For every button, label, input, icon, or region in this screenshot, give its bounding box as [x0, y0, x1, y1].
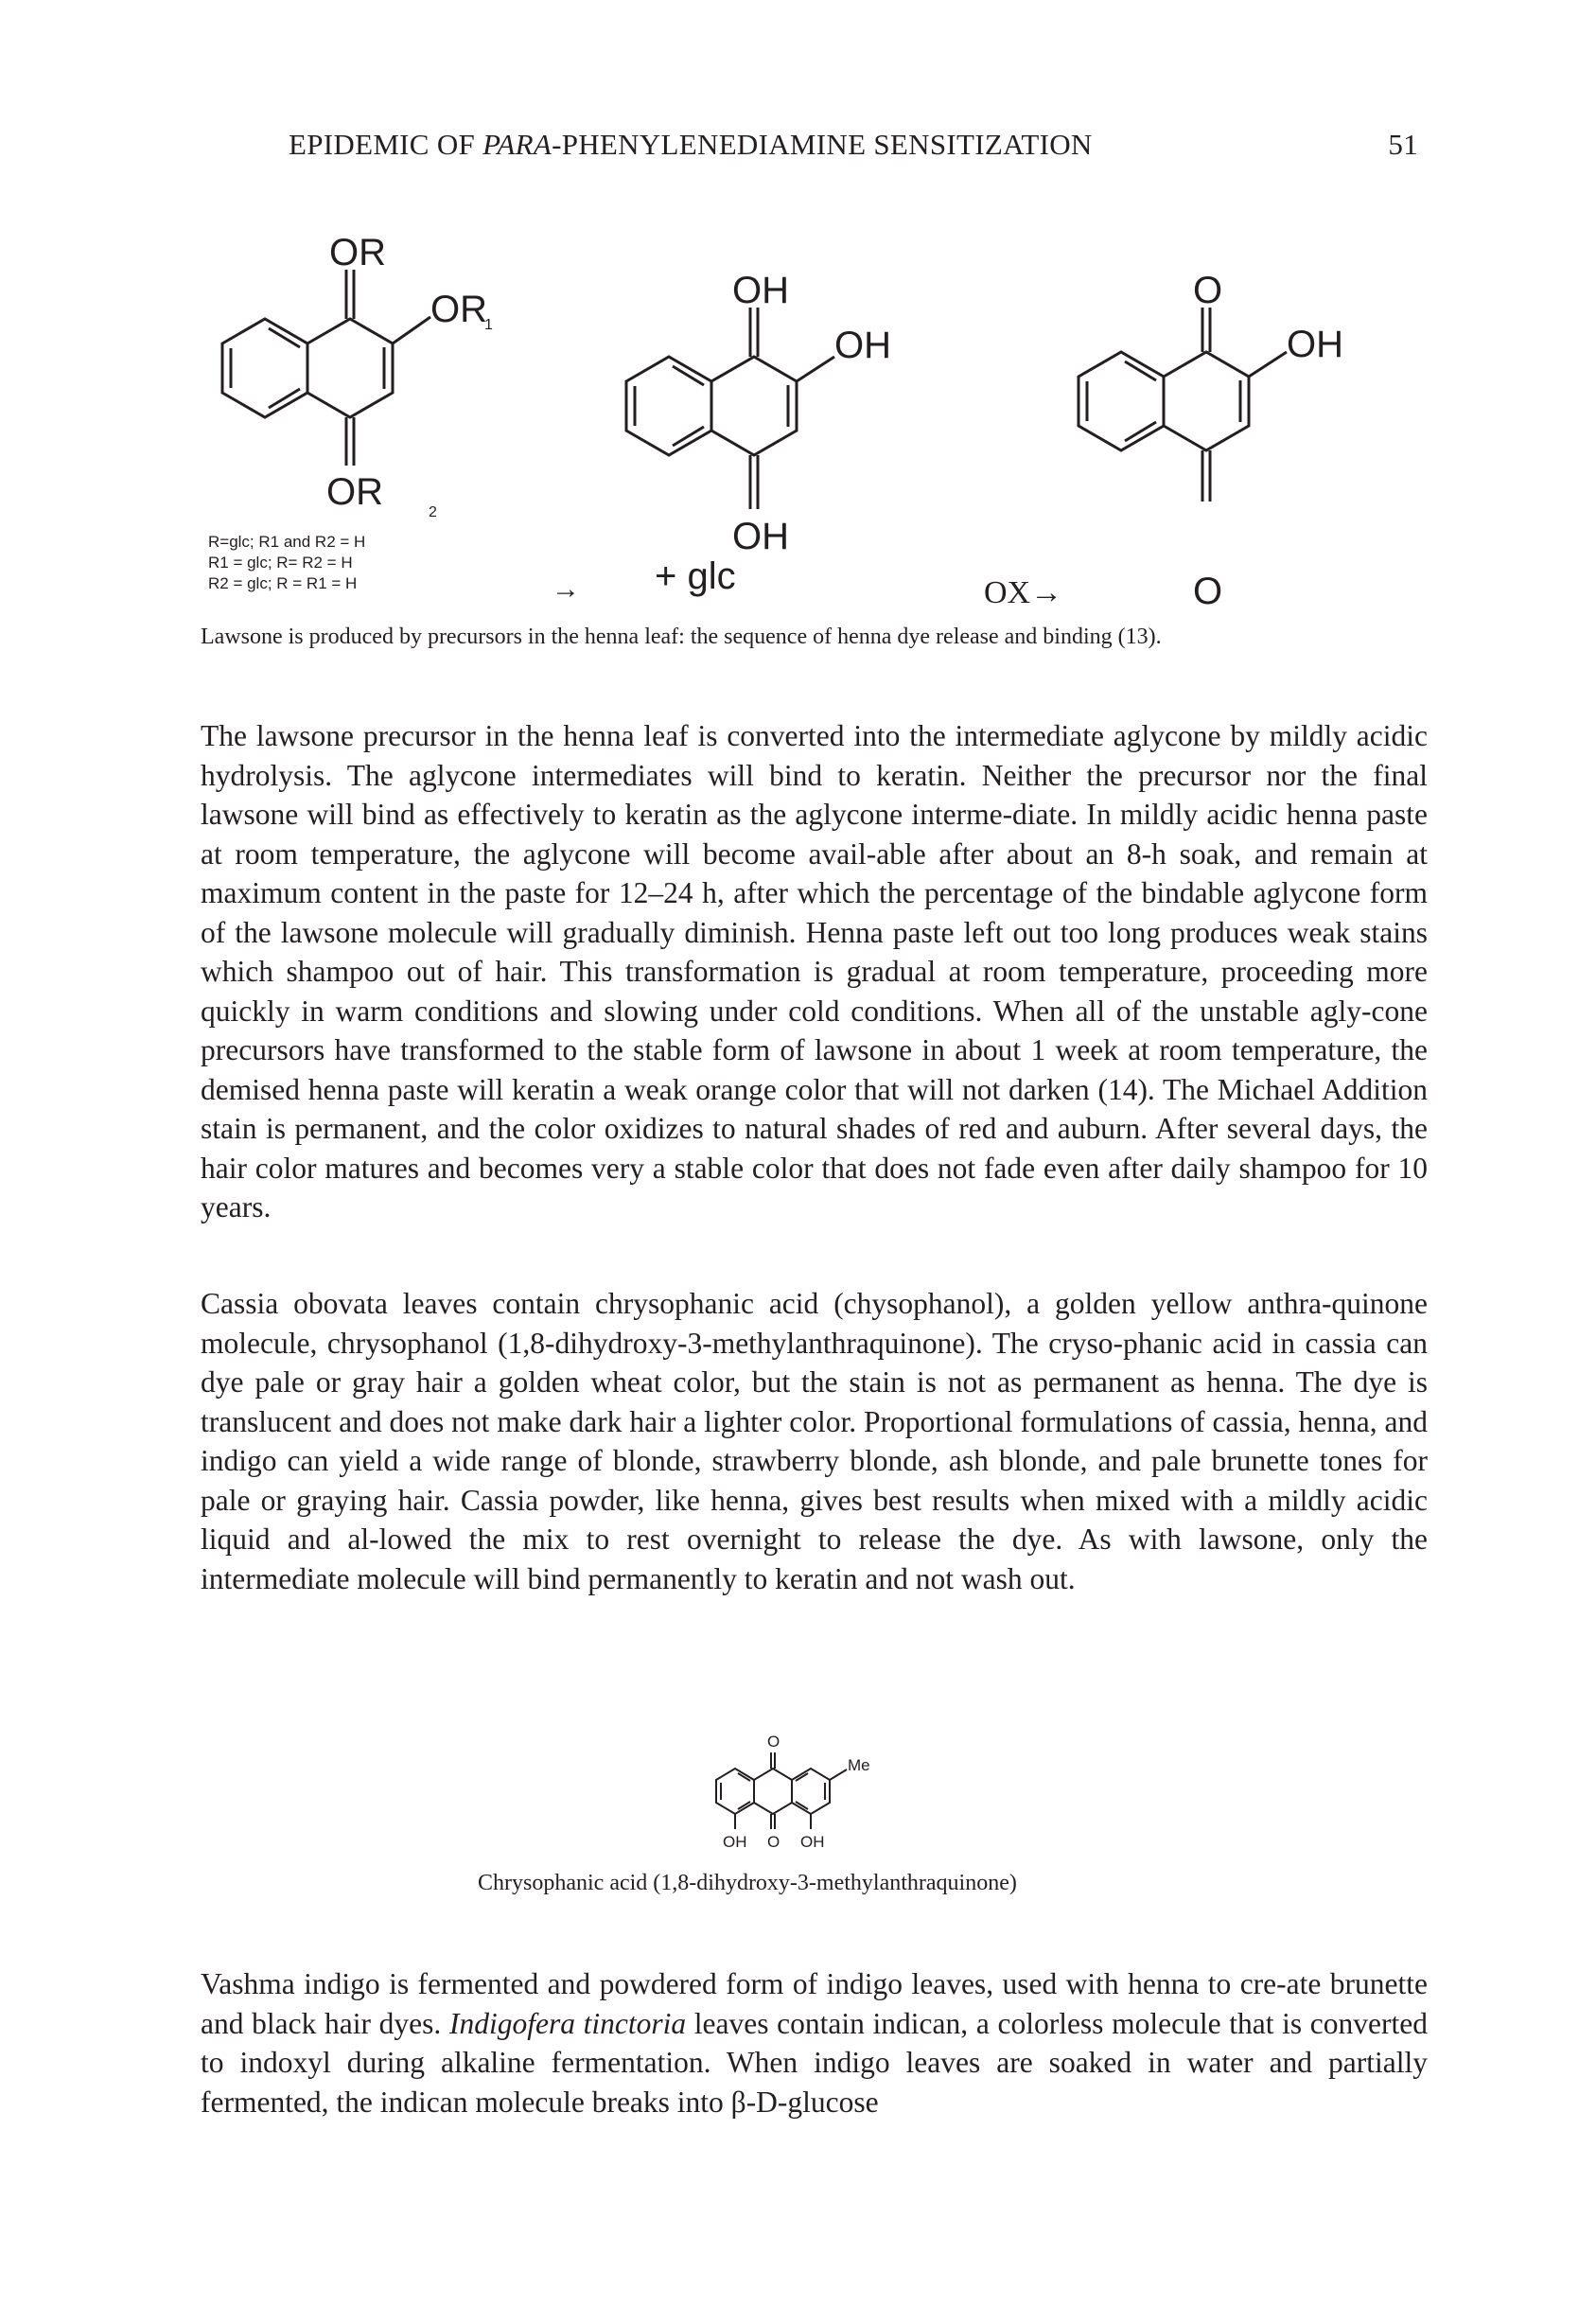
chryso-oh-left: OH [723, 1833, 747, 1851]
mol2-top-label: OH [732, 270, 789, 311]
reaction-arrow: → [552, 573, 580, 605]
mol1-legend-line: R=glc; R1 and R2 = H [208, 533, 366, 551]
chryso-oh-right: OH [800, 1833, 825, 1851]
mol1-legend-line: R2 = glc; R = R1 = H [208, 574, 358, 592]
chryso-mid-oxygen: O [767, 1833, 780, 1851]
mol3-bottom-label: O [1193, 571, 1223, 612]
paragraph-indigo: Vashma indigo is fermented and powdered form of indigo leaves, used with henna to cre-ate brunette and black hair dyes. Indigofera tinctoria leaves contain indican, a colorless molecule that is converted to indoxyl during alkaline fermentation. When indigo leaves are soaked in water and partially fermented, the indican molecule breaks into β-D-glucose [201, 1967, 1428, 2119]
mol1-side-subscript: 1 [484, 317, 493, 333]
figure1-caption: Lawsone is produced by precursors in the henna leaf: the sequence of henna dye release and binding (13). [201, 625, 1162, 649]
mol1-bottom-label: OR [326, 471, 383, 513]
page-number: 51 [1388, 128, 1418, 161]
lawsone-reaction-figure [189, 218, 1419, 615]
paragraph-henna-aglycone: The lawsone precursor in the henna leaf is converted into the intermediate aglycone by mildly acidic hydrolysis. The aglycone intermediates will bind to keratin. Neither the precursor nor the final lawsone will bind as effectively to keratin as the aglycone interme-diate. In mildly acidic henna paste at room temperature, the aglycone will become avail-able after about an 8-h soak, and remain at maximum content in the paste for 12–24 h, after which the percentage of the bindable aglycone form of the lawsone molecule will gradually diminish. Henna paste left out too long produces weak stains which shampoo out of hair. This transformation is gradual at room temperature, proceeding more quickly in warm conditions and slowing under cold conditions. When all of the unstable agly-cone precursors have transformed to the stable form of lawsone in about 1 week at room temperature, the demised henna paste will keratin a weak orange color that will not darken (14). The Michael Addition stain is permanent, and the color oxidizes to natural shades of red and auburn. After several days, the hair color matures and becomes very a stable color that does not fade even after daily shampoo for 10 years. [201, 719, 1428, 1223]
running-header [0, 128, 1596, 175]
mol3-top-label: O [1193, 270, 1223, 311]
mol3-side-label: OH [1287, 324, 1343, 365]
mol1-bottom-subscript: 2 [429, 504, 437, 520]
chryso-top-oxygen: O [767, 1733, 780, 1751]
figure2-caption: Chrysophanic acid (1,8-dihydroxy-3-methylanthraquinone) [478, 1871, 1017, 1895]
chrysophanic-acid-structure [700, 1727, 927, 1869]
chryso-methyl-label: Me [848, 1756, 870, 1774]
mol1-side-label: OR [430, 289, 487, 330]
plus-glucose-label: + glc [655, 555, 736, 597]
mol1-top-label: OR [329, 232, 386, 273]
mol1-legend-line: R1 = glc; R= R2 = H [208, 554, 353, 572]
header-title: EPIDEMIC OF PARA-PHENYLENEDIAMINE SENSITIZATION [289, 128, 1093, 161]
paragraph-cassia: Cassia obovata leaves contain chrysophanic acid (chysophanol), a golden yellow anthra-quinone molecule, chrysophanol (1,8-dihydroxy-3-methylanthraquinone). The cryso-phanic acid in cassia can dye pale or gray hair a golden wheat color, but the stain is not as permanent as henna. The dye is translucent and does not make dark hair a lighter color. Proportional formulations of cassia, henna, and indigo can yield a wide range of blonde, strawberry blonde, ash blonde, and pale brunette tones for pale or graying hair. Cassia powder, like henna, gives best results when mixed with a mildly acidic liquid and al-lowed the mix to rest overnight to release the dye. As with lawsone, only the intermediate molecule will bind permanently to keratin and not wash out. [201, 1287, 1428, 1595]
oxidation-arrow: OX→ [984, 575, 1063, 610]
mol2-bottom-label: OH [732, 516, 789, 557]
mol2-side-label: OH [834, 325, 891, 366]
